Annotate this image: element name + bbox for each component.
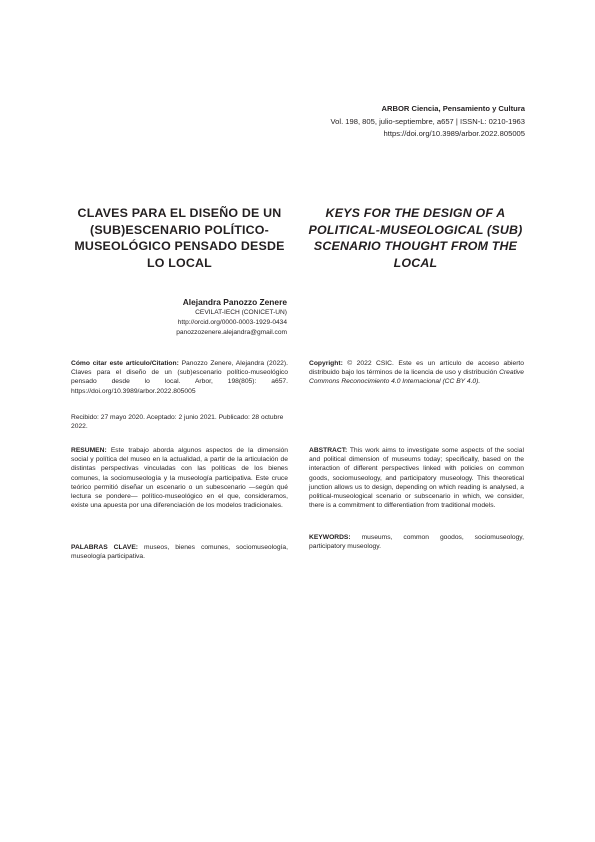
journal-title: ARBOR Ciencia, Pensamiento y Cultura [381,104,525,113]
author-orcid-link[interactable]: http://orcid.org/0000-0003-1929-0434 [177,318,287,326]
palabras-clave-label: PALABRAS CLAVE: [71,544,139,551]
copyright-text: © 2022 CSIC. Este es un artículo de acceso abierto distribuido bajo los términos de la licencia de uso y distribución [309,360,524,377]
author-name: Alejandra Panozzo Zenere [182,297,287,307]
keywords-block [309,533,524,551]
author-block [67,296,287,337]
citation-block [71,359,288,396]
resumen-text: Este trabajo aborda algunos aspectos de la dimensión social y política del museo en la actualidad, a partir de la articulación de distintas perspectivas vinculadas con las políticas de los bienes comunes, la sociomuseología y la museología participativa. Este cruce teórico permitió diseñar un escenario o un subescenario —según qué lectura se pondere— político-museológico en el que, consideramos, existe una apuesta por una diferenciación de los modelos tradicionales. [71,447,288,510]
abstract-block [309,446,524,510]
copyright-label: Copyright: [309,360,343,367]
author-email-link[interactable]: panozzozenere.alejandra@gmail.com [176,328,287,336]
author-affiliation: CEVILAT-IECH (CONICET-UN) [195,309,287,316]
citation-label: Cómo citar este artículo/Citation: [71,360,179,367]
abstract-text: This work aims to investigate some aspects of the social and political dimension of museums today; specifically, based on the interaction of different perspectives linked with policies on common goods, sociomuseology, and participatory museology. This theoretical junction allows us to design, depending on which reading is analysed, a political-museological scenario or subscenario in which, we consider, there is a commitment to differentiation from traditional models. [309,447,524,510]
keywords-text: museums, common goodos, sociomuseology, participatory museology. [309,534,524,551]
resumen-label: RESUMEN: [71,447,107,454]
article-title-spanish: CLAVES PARA EL DISEÑO DE UN (SUB)ESCENARIO POLÍTICO-MUSEOLÓGICO PENSADO DESDE LO LOCAL [74,206,285,270]
journal-header [225,103,525,141]
palabras-clave-text: museos, bienes comunes, sociomuseología, museología participativa. [71,544,288,561]
license-link[interactable]: Creative Commons Reconocimiento 4.0 Internacional (CC BY 4.0). [309,369,524,386]
journal-doi-link[interactable]: https://doi.org/10.3989/arbor.2022.805005 [383,129,525,138]
resumen-block [71,446,288,510]
copyright-block [309,359,524,387]
citation-text: Panozzo Zenere, Alejandra (2022). Claves para el diseño de un (sub)escenario político-museológico pensado desde lo local. Arbor, 198(805): a657. https://doi.org/10.3989/arbor.2022.805005 [71,360,288,395]
keywords-label: KEYWORDS: [309,534,351,541]
publication-dates: Recibido: 27 mayo 2020. Aceptado: 2 junio 2021. Publicado: 28 octubre 2022. [71,414,284,431]
palabras-clave-block [71,543,288,561]
abstract-label: ABSTRACT: [309,447,348,454]
article-title-english: KEYS FOR THE DESIGN OF A POLITICAL-MUSEOLOGICAL (SUB) SCENARIO THOUGHT FROM THE LOCAL [308,206,523,270]
journal-volume: Vol. 198, 805, julio-septiembre, a657 | ISSN-L: 0210-1963 [330,116,525,126]
